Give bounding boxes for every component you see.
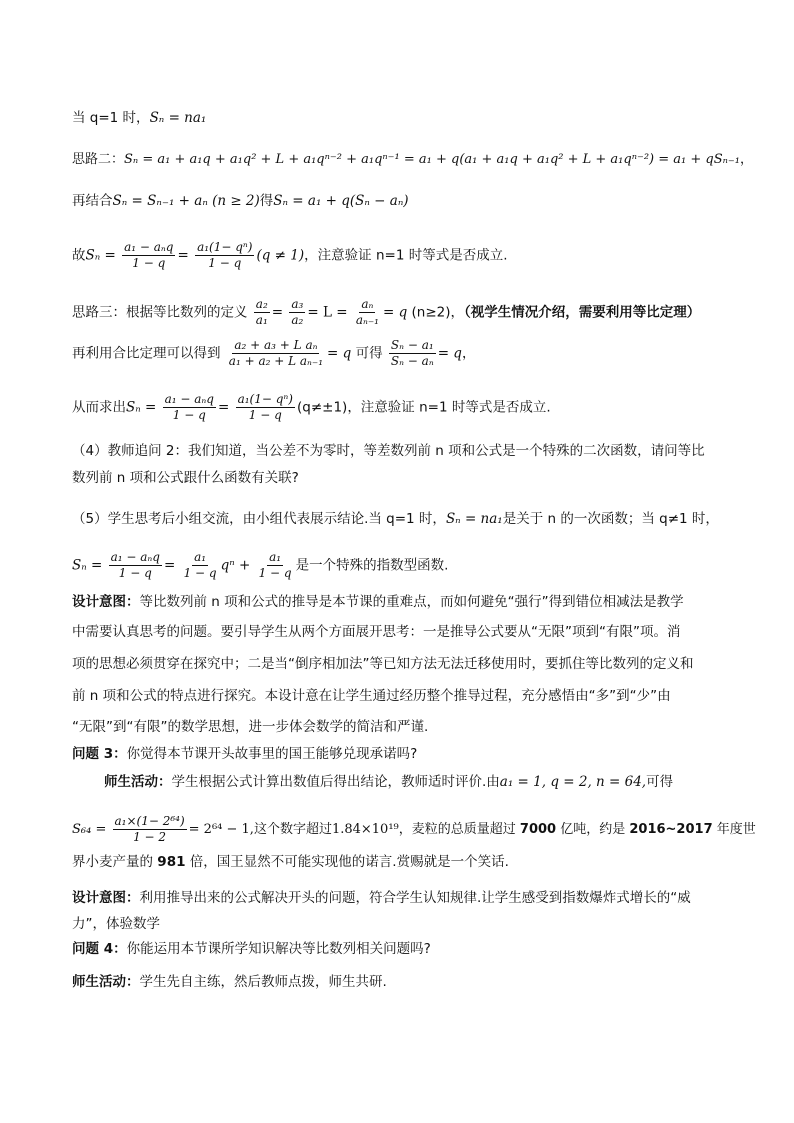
formula: Sₙ = a₁ + a₁q + a₁q² + L + a₁qⁿ⁻² + a₁qⁿ⁻¹ = a₁ + q(a₁ + a₁q + a₁q² + L + a₁qⁿ⁻²) = a₁ + qSₙ₋₁ [124, 152, 740, 167]
text: 界小麦产量的 [72, 854, 158, 870]
formula: = [217, 399, 230, 416]
paragraph-4-cont: 数列前 n 项和公式跟什么函数有关联? [72, 470, 299, 486]
text: 故 [72, 247, 86, 264]
formula: Sₙ = a₁ + q(Sₙ − aₙ) [273, 193, 409, 209]
design-intent-1-l3: 项的思想必须贯穿在探究中；二是当“倒序相加法”等已知方法无法迁移使用时，要抓住等比数列的定义和 [72, 656, 694, 672]
fraction: $\frac{\text{a₂}}{\text{a₁}}$ [255, 297, 268, 327]
text: 亿吨，约是 [556, 822, 630, 837]
number: 2016~2017 [629, 822, 713, 837]
formula: Sₙ = [85, 247, 116, 264]
text: 思路三：根据等比数列的定义 [72, 304, 248, 321]
fraction: $\frac{\text{a₁(1− qⁿ)}}{1 - q}$ [237, 392, 293, 422]
text: 你觉得本节课开头故事里的国王能够兑现承诺吗? [126, 746, 418, 762]
formula: = 2⁶⁴ − 1, [188, 822, 254, 837]
paragraph-4: （4）教师追问 2：我们知道，当公差不为零时，等差数列前 n 项和公式是一个特殊的二次函数，请问等比 [72, 443, 705, 459]
design-intent-2 [72, 888, 691, 908]
formula: Sₙ = na₁ [445, 511, 503, 527]
activity-3-calc [72, 814, 756, 845]
fraction: $\frac{\text{a₁}}{1 - q}$ [183, 550, 217, 580]
method-three [72, 297, 700, 328]
formula: = [163, 557, 176, 574]
text: (n≥2)， [411, 304, 465, 321]
text: 是一个特殊的指数型函数. [295, 557, 449, 574]
design-intent-1 [72, 592, 684, 612]
question-3 [72, 744, 417, 764]
exponential-formula-line [72, 550, 448, 581]
design-intent-1-l4: 前 n 项和公式的特点进行探究。本设计意在让学生通过经历整个推导过程，充分感悟由“多”到“少”由 [72, 688, 671, 704]
formula: = q [382, 304, 408, 321]
text: 再结合 [72, 193, 113, 209]
text: 可得 [355, 345, 383, 362]
formula: = [177, 247, 189, 264]
fraction: $\frac{\text{a₁}}{1 - q}$ [258, 550, 292, 580]
label: 师生活动： [72, 974, 140, 990]
fraction: $\frac{\text{a₂ + a₃ + L aₙ}}{\text{a₁ + a₂ + L aₙ₋₁}}$ [228, 338, 324, 368]
text: ， [461, 345, 476, 362]
text: 得 [259, 193, 274, 209]
question-4 [72, 939, 431, 959]
formula: S₆₄ = [72, 822, 107, 837]
formula: 1.84×10¹⁹ [331, 822, 399, 837]
formula: Sₙ = [126, 399, 157, 416]
design-intent-2-l2: 力”，体验数学 [72, 916, 160, 932]
paragraph-5 [72, 509, 719, 529]
label: 设计意图： [72, 890, 140, 906]
fraction: $\frac{\text{a₁ − aₙq}}{1 - q}$ [110, 550, 160, 580]
sum-formula-line [72, 240, 508, 271]
ratio-theorem-line [72, 338, 475, 369]
formula: = q [437, 345, 462, 362]
derive-result-line [72, 392, 551, 423]
label: 问题 3： [72, 746, 127, 762]
fraction: $\frac{\text{a₃}}{\text{a₂}}$ [291, 297, 304, 327]
text: ，注意验证 n=1 时等式是否成立. [347, 399, 551, 416]
formula: a₁ = 1, q = 2, n = 64, [499, 774, 647, 790]
bold-note: （视学生情况介绍，需要利用等比定理） [464, 304, 701, 321]
fraction: $\frac{\text{Sₙ − a₁}}{\text{Sₙ − aₙ}}$ [390, 338, 434, 368]
text: ，麦粒的总质量超过 [398, 822, 520, 837]
text: 学生根据公式计算出数值后得出结论，教师适时评价.由 [171, 774, 500, 790]
fraction: $\frac{\text{aₙ}}{\text{aₙ₋₁}}$ [355, 297, 379, 327]
fraction: $\frac{\text{a₁×(1− 2⁶⁴)}}{1 - 2}$ [114, 814, 185, 844]
activity-4 [72, 972, 387, 992]
text: ， [739, 152, 753, 167]
text: 可得 [646, 774, 674, 790]
number: 981 [157, 854, 186, 870]
label: 师生活动： [104, 774, 172, 790]
text: ，注意验证 n=1 时等式是否成立. [304, 247, 508, 264]
number: 7000 [519, 822, 557, 837]
formula: = [271, 304, 284, 321]
formula: (q ≠ 1) [256, 247, 305, 264]
text: 等比数列前 n 项和公式的推导是本节课的重难点，而如何避免“强行”得到错位相减法是教学 [139, 594, 684, 610]
activity-3-conclusion [72, 852, 509, 872]
method-two [72, 150, 753, 170]
formula: Sₙ = Sₙ₋₁ + aₙ (n ≥ 2) [112, 193, 260, 209]
label: 问题 4： [72, 941, 127, 957]
formula: Sₙ = na₁ [149, 110, 207, 126]
text: 你能运用本节课所学知识解决等比数列相关问题吗? [126, 941, 431, 957]
text: (q≠±1) [296, 399, 348, 416]
text: 从而求出 [72, 399, 126, 416]
text: 当 q=1 时， [72, 110, 150, 126]
text: 利用推导出来的公式解决开头的问题，符合学生认知规律.让学生感受到指数爆炸式增长的“威 [139, 890, 691, 906]
text: 倍，国王显然不可能实现他的诺言.赏赐就是一个笑话. [185, 854, 509, 870]
design-intent-1-l2: 中需要认真思考的问题。要引导学生从两个方面展开思考：一是推导公式要从“无限”项到“有限”项。消 [72, 624, 681, 640]
case-q-equals-1 [72, 108, 206, 128]
text: 年度世 [712, 822, 756, 837]
fraction: $\frac{\text{a₁(1− qⁿ)}}{1 - q}$ [197, 240, 253, 270]
fraction: $\frac{\text{a₁ − aₙq}}{1 - q}$ [164, 392, 214, 422]
formula: = q [327, 345, 352, 362]
text: 学生先自主练，然后教师点拨，师生共研. [139, 974, 387, 990]
text: 思路二： [72, 152, 125, 167]
formula: qⁿ + [220, 557, 251, 574]
text: 是关于 n 的一次函数；当 q≠1 时， [502, 511, 719, 527]
text: 再利用合比定理可以得到 [72, 345, 221, 362]
fraction: $\frac{\text{a₁ − aₙq}}{1 - q}$ [124, 240, 174, 270]
text: （5）学生思考后小组交流，由小组代表展示结论.当 q=1 时， [72, 511, 446, 527]
formula: Sₙ = [72, 557, 103, 574]
formula: = L = [307, 304, 348, 321]
design-intent-1-l5: “无限”到“有限”的数学思想，进一步体会数学的简洁和严谨. [72, 719, 429, 735]
combine-line [72, 191, 409, 211]
text: 这个数字超过 [253, 822, 332, 837]
activity-3 [104, 772, 673, 792]
label: 设计意图： [72, 594, 140, 610]
